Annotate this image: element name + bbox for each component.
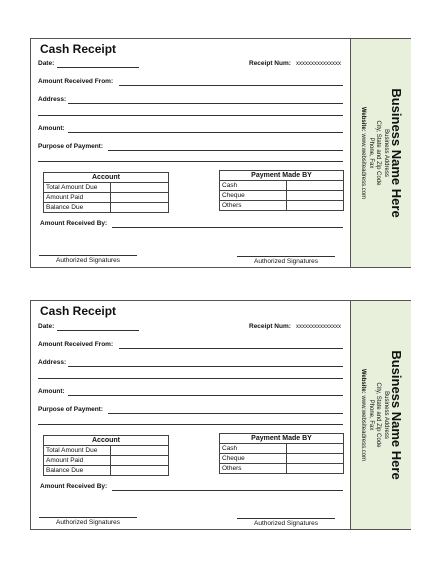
receipt-title: Cash Receipt (40, 42, 117, 56)
account-row-label: Balance Due (44, 466, 111, 476)
signature-label-left: Authorized Signatures (56, 257, 120, 264)
business-sidebar (350, 301, 411, 529)
signature-label-left: Authorized Signatures (56, 519, 120, 526)
payment-row-value[interactable] (287, 181, 344, 191)
purpose-label: Purpose of Payment: (38, 143, 104, 150)
account-row-value[interactable] (111, 466, 169, 476)
payment-row-label: Cash (220, 444, 287, 454)
table-row (220, 454, 344, 464)
table-row (220, 201, 344, 211)
address-label: Address: (38, 96, 67, 103)
amount-received-by-field[interactable] (112, 227, 343, 228)
receipt-num-label: Receipt Num: (249, 323, 291, 330)
signature-label-right: Authorized Signatures (254, 520, 318, 527)
payment-header: Payment Made BY (220, 434, 344, 444)
table-row (44, 446, 169, 456)
website-label: Website: (360, 106, 367, 132)
address-field[interactable] (68, 366, 343, 367)
account-row-label: Amount Paid (44, 193, 111, 203)
payment-row-label: Others (220, 201, 287, 211)
receipt-1 (30, 38, 411, 268)
account-row-value[interactable] (111, 203, 169, 213)
business-city: City, State and Zip Code (375, 120, 382, 186)
payment-header: Payment Made BY (220, 171, 344, 181)
payment-row-value[interactable] (287, 454, 344, 464)
business-address: Business Address (383, 129, 389, 177)
table-row (44, 456, 169, 466)
account-row-value[interactable] (111, 446, 169, 456)
table-row (220, 464, 344, 474)
purpose-field[interactable] (108, 150, 343, 151)
payment-row-value[interactable] (287, 464, 344, 474)
business-website (359, 43, 367, 263)
signature-line-right[interactable] (237, 518, 335, 519)
signature-line-right[interactable] (237, 256, 335, 257)
business-address: Business Address (383, 391, 389, 439)
business-phone: Phone, Fax (368, 399, 374, 431)
amount-received-from-field[interactable] (119, 348, 343, 349)
account-row-value[interactable] (111, 183, 169, 193)
receipt-num-label: Receipt Num: (249, 60, 291, 67)
date-field[interactable] (57, 67, 139, 68)
payment-table (219, 433, 344, 474)
amount-field[interactable] (68, 132, 343, 133)
business-info (359, 305, 403, 525)
address-field-line-2[interactable] (38, 115, 343, 116)
receipt-title: Cash Receipt (40, 304, 117, 318)
payment-row-value[interactable] (287, 444, 344, 454)
receipt-2 (30, 300, 411, 530)
website-label: Website: (360, 368, 367, 394)
receipt-num-value: xxxxxxxxxxxxxxx (296, 324, 341, 330)
account-row-value[interactable] (111, 193, 169, 203)
payment-row-value[interactable] (287, 191, 344, 201)
account-table (43, 435, 169, 476)
purpose-field[interactable] (108, 413, 343, 414)
purpose-field-line-2[interactable] (38, 424, 343, 425)
account-row-value[interactable] (111, 456, 169, 466)
account-header: Account (44, 436, 169, 446)
table-row (220, 181, 344, 191)
address-field-line-2[interactable] (38, 378, 343, 379)
signature-line-left[interactable] (39, 255, 137, 256)
website-value: www.websiteadress.com (360, 395, 367, 462)
date-label: Date: (38, 323, 55, 330)
website-value: www.websiteadress.com (360, 133, 367, 200)
amount-received-from-label: Amount Received From: (38, 341, 114, 348)
amount-received-by-label: Amount Received By: (40, 220, 108, 227)
business-phone: Phone, Fax (368, 137, 374, 169)
account-row-label: Total Amount Due (44, 183, 111, 193)
signature-line-left[interactable] (39, 517, 137, 518)
signature-label-right: Authorized Signatures (254, 258, 318, 265)
amount-received-by-label: Amount Received By: (40, 483, 108, 490)
amount-received-from-field[interactable] (119, 85, 343, 86)
purpose-label: Purpose of Payment: (38, 406, 104, 413)
table-row (220, 444, 344, 454)
table-row (44, 193, 169, 203)
table-row (44, 466, 169, 476)
receipt-num-value: xxxxxxxxxxxxxxx (296, 61, 341, 67)
payment-row-label: Cheque (220, 191, 287, 201)
payment-table (219, 170, 344, 211)
account-row-label: Balance Due (44, 203, 111, 213)
date-field[interactable] (57, 330, 139, 331)
amount-label: Amount: (38, 125, 65, 132)
purpose-field-line-2[interactable] (38, 161, 343, 162)
business-city: City, State and Zip Code (375, 382, 382, 448)
table-row (220, 191, 344, 201)
amount-label: Amount: (38, 388, 65, 395)
table-row (44, 203, 169, 213)
payment-row-label: Cash (220, 181, 287, 191)
business-website (359, 305, 367, 525)
account-row-label: Amount Paid (44, 456, 111, 466)
business-name: Business Name Here (389, 350, 404, 480)
amount-received-by-field[interactable] (112, 490, 343, 491)
account-header: Account (44, 173, 169, 183)
business-name: Business Name Here (389, 88, 404, 218)
payment-row-label: Others (220, 464, 287, 474)
amount-field[interactable] (68, 395, 343, 396)
table-row (44, 183, 169, 193)
receipt-form (31, 39, 350, 267)
address-label: Address: (38, 359, 67, 366)
receipt-form (31, 301, 350, 529)
address-field[interactable] (68, 103, 343, 104)
account-table (43, 172, 169, 213)
payment-row-value[interactable] (287, 201, 344, 211)
business-sidebar (350, 39, 411, 267)
amount-received-from-label: Amount Received From: (38, 78, 114, 85)
business-info (359, 43, 403, 263)
account-row-label: Total Amount Due (44, 446, 111, 456)
date-label: Date: (38, 60, 55, 67)
payment-row-label: Cheque (220, 454, 287, 464)
